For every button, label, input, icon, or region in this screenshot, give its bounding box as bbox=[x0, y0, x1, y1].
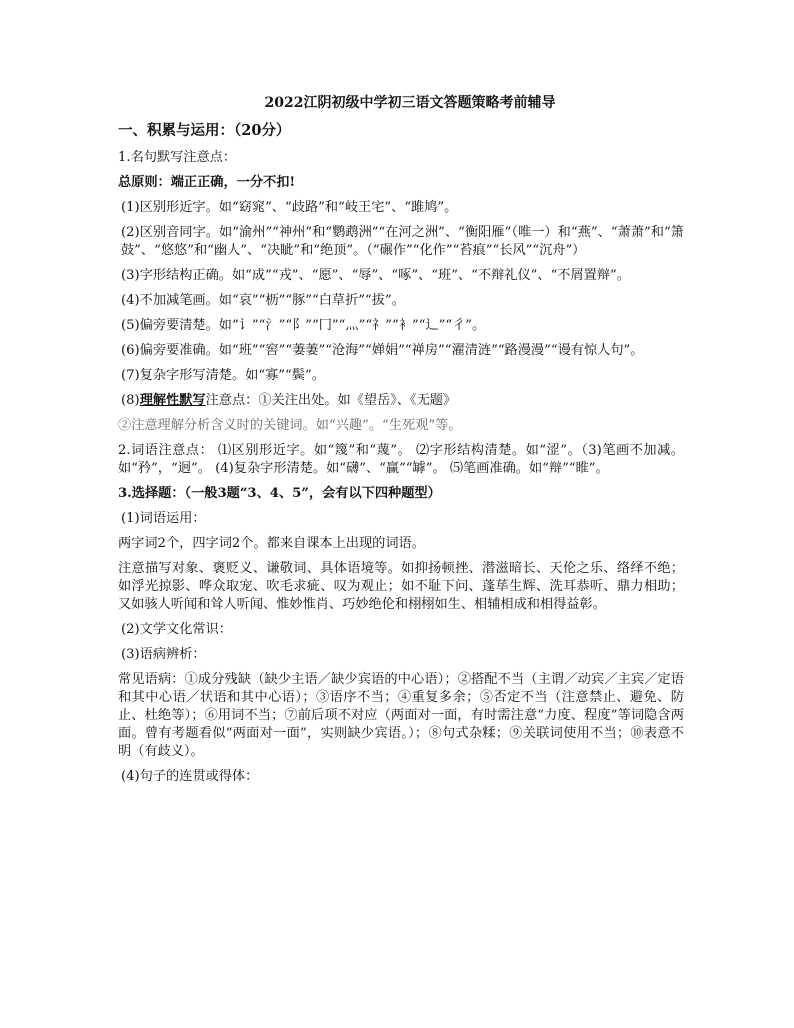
page-title: 2022江阴初级中学初三语文答题策略考前辅导 bbox=[264, 95, 556, 111]
paragraph-suffix: 注意点：①关注出处。如《望岳》、《无题》 bbox=[205, 393, 457, 408]
paragraph: (2)区别音同字。如“渝州”“神州”和“鹦鹉洲”“在河之洲”、“衡阳雁”（唯一）和“燕”、“萧萧”和“箫鼓”、“悠悠”和“幽人”、“决眦”和“绝顶”。（“碾作”“化作”“苔痕”“长风”“沉舟”） bbox=[121, 225, 684, 258]
underlined-term: 理解性默写 bbox=[139, 393, 206, 408]
item-heading-bold: 3.选择题：（一般3题“3、4、5”，会有以下四种题型） bbox=[118, 486, 441, 501]
principle-text: 总原则：端正正确，一分不扣! bbox=[118, 175, 296, 190]
subsection-heading: (3)语病辨析： bbox=[121, 647, 206, 662]
subsection-heading: (2)文学文化常识： bbox=[121, 622, 232, 637]
paragraph: (7)复杂字形写清楚。如“寡”“鬓”。 bbox=[121, 368, 325, 383]
paragraph: (6)偏旁要准确。如“班”“窖”“萋萋”“沧海”“婵娟”“禅房”“濯清涟”“路漫漫”“谩有惊人句”。 bbox=[121, 343, 644, 358]
paragraph: 两字词2个，四字词2个。都来自课本上出现的词语。 bbox=[118, 536, 425, 551]
item-paragraph: 2.词语注意点： ⑴区别形近字。如“篾”和“蔑”。 ⑵字形结构清楚。如“涩”。（3)笔画不加减。如“矜”，“迥”。 (4)复杂字形清楚。如“礴”、“赢”“罅”。 ⑸笔画准确。如“辩”“睢”。 bbox=[118, 443, 684, 476]
subsection-heading: (1)词语运用： bbox=[121, 511, 206, 526]
subsection-heading: (4)句子的连贯或得体： bbox=[121, 769, 259, 784]
paragraph-note: ②注意理解分析含义时的关键词。如“兴趣”。“生死观”等。 bbox=[118, 418, 462, 433]
paragraph: (5)偏旁要清楚。如“讠”“氵”“阝”“冂”“灬”“礻”“衤”“辶”“彳”。 bbox=[121, 318, 486, 333]
section-heading: 一、积累与运用：（20分） bbox=[118, 122, 291, 139]
paragraph: 注意描写对象、褒贬义、谦敬词、具体语境等。如抑扬顿挫、潜滋暗长、天伦之乐、络绎不绝；如浮光掠影、哗众取宠、吹毛求疵、叹为观止；如不耻下问、蓬荜生辉、洗耳恭听、鼎力相助；又如骇人听闻和耸人听闻、惟妙惟肖、巧妙绝伦和栩栩如生、相辅相成和相得益彰。 bbox=[118, 561, 684, 612]
paragraph: (3)字形结构正确。如“成”“戎”、“愿”、“辱”、“啄”、“班”、“不辩礼仪”、“不屑置辩”。 bbox=[121, 268, 630, 283]
document-body bbox=[118, 94, 684, 793]
paragraph: (1)区别形近字。如“窈窕”、“歧路”和“岐王宅”、“雎鸠”。 bbox=[121, 200, 458, 215]
item-heading: 1.名句默写注意点： bbox=[118, 150, 237, 165]
paragraph bbox=[118, 392, 684, 410]
paragraph-prefix: (8) bbox=[121, 393, 140, 408]
paragraph: (4)不加减笔画。如“哀”“枥”“豚”“白草折”“拔”。 bbox=[121, 293, 405, 308]
paragraph: 常见语病：①成分残缺（缺少主语／缺少宾语的中心语）；②搭配不当（主谓／动宾／主宾／定语和其中心语／状语和其中心语）；③语序不当；④重复多余；⑤否定不当（注意禁止、避免、防止、杜绝等）；⑥用词不当；⑦前后项不对应（两面对一面，有时需注意“力度、程度”等词隐含两面。曾有考题看似“两面对一面”，实则缺少宾语。）；⑧句式杂糅；⑨关联词使用不当；⑩表意不明（有歧义）。 bbox=[118, 672, 684, 759]
